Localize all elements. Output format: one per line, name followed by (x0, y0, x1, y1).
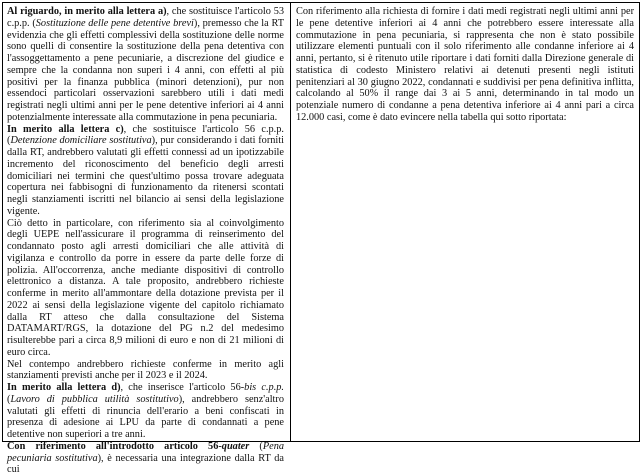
paragraph-risposta: Con riferimento alla richiesta di fornire i dati medi registrati negli ultimi anni per le pene detentive inferiori ai 4 anni che potrebbero essere interessate alla commutazione in pena pecuniaria, si rappresenta che non è stato possibile utilizzare elementi puntuali con il solo riferimento alle condanne inferiore ai 4 anni, pertanto, si è ritenuto utile riportare i dati forniti dalla Direzione generale di statistica di codesto Ministero relativi ai detenuti presenti negli istituti penitenziari al 30 giugno 2022, condannati e suddivisi per pena definitiva inflitta, calcolando al 50% il range dai 3 ai 5 anni, determinando in tal modo un potenziale numero di condanne a pena detentiva inferiore ai 4 anni pari a circa 12.000 casi, come è dato evincere nella tabella qui sotto riportata: (296, 6, 634, 123)
paragraph-uepe: Ciò detto in particolare, con riferimento sia al coinvolgimento degli UEPE nell'assicurare il programma di reinserimento del condannato posto agli arresti domiciliari che alle attività di vigilanza e controllo da porre in essere da parte delle forze di polizia. All'occorrenza, anche mediante dispositivi di controllo elettronico a distanza. A tale proposito, andrebbero richieste conferme in merito all'ammontare della dotazione prevista per il 2022 ai sensi della legislazione vigente del capitolo richiamato dalla RT atteso che dalla consultazione del Sistema DATAMART/RGS, la dotazione del PG n.2 del medesimo risulterebbe pari a circa 8,9 milioni di euro e non di 21 milioni di euro circa. (7, 217, 284, 358)
lettera-c-heading: In merito alla lettera c) (7, 123, 124, 135)
articolo-56-quater-heading: Con riferimento all'introdotto articolo 56-quater (7, 440, 250, 452)
right-column (291, 3, 639, 441)
document-page (2, 2, 640, 476)
paragraph-lettera-a: Al riguardo, in merito alla lettera a), che sostituisce l'articolo 53 c.p.p. (Sostituzione delle pene detentive brevi), premesso che la RT evidenzia che gli effetti complessivi della sostituzione delle norme sono quelli di consentire la sostituzione della pena detentiva con l'assoggettamento a pene pecuniarie, a discrezione del giudice e sempre che la condanna non superi i 4 anni, con effetti al più positivi per la finanza pubblica (minori detenzioni), pur non essendoci particolari osservazioni sarebbero utili i dati medi registrati negli ultimi anni per le pene detentive inferiori ai 4 anni potenzialmente interessate alla commutazione in pena pecuniaria. (7, 6, 285, 123)
paragraph-stanziamenti: Nel contempo andrebbero richieste conferme in merito agli stanziamenti previsti anche per il 2023 e il 2024. (7, 358, 284, 382)
paragraph-articolo-56-quater: Con riferimento all'introdotto articolo 56-quater (Pena pecuniaria sostitutiva), è necessaria una integrazione dalla RT da cui (7, 440, 285, 476)
lettera-a-heading: Al riguardo, in merito alla lettera a) (7, 6, 167, 17)
left-column (3, 3, 291, 476)
paragraph-lettera-d: In merito alla lettera d), che inserisce l'articolo 56-bis c.p.p. (Lavoro di pubblica utilità sostitutivo), andrebbero senz'altro valutati gli effetti di rinuncia dell'erario a beni confiscati in presenza di adesione ai LPU da parte di condannati a pene detentive non superiori a tre anni. (7, 382, 284, 440)
paragraph-lettera-c: In merito alla lettera c), che sostituisce l'articolo 56 c.p.p. (Detenzione domiciliare sostitutiva), pur considerando i dati forniti dalla RT, andrebbero valutati gli effetti connessi ad un ipotizzabile incremento del riconoscimento del beneficio degli arresti domiciliari nei termini che quest'ultimo possa trovare adeguata copertura nei fabbisogni di funzionamento da ritenersi scontati negli stanziamenti iscritti nel bilancio ai sensi della legislazione vigente. (7, 123, 284, 217)
lettera-d-heading: In merito alla lettera d) (7, 382, 121, 393)
